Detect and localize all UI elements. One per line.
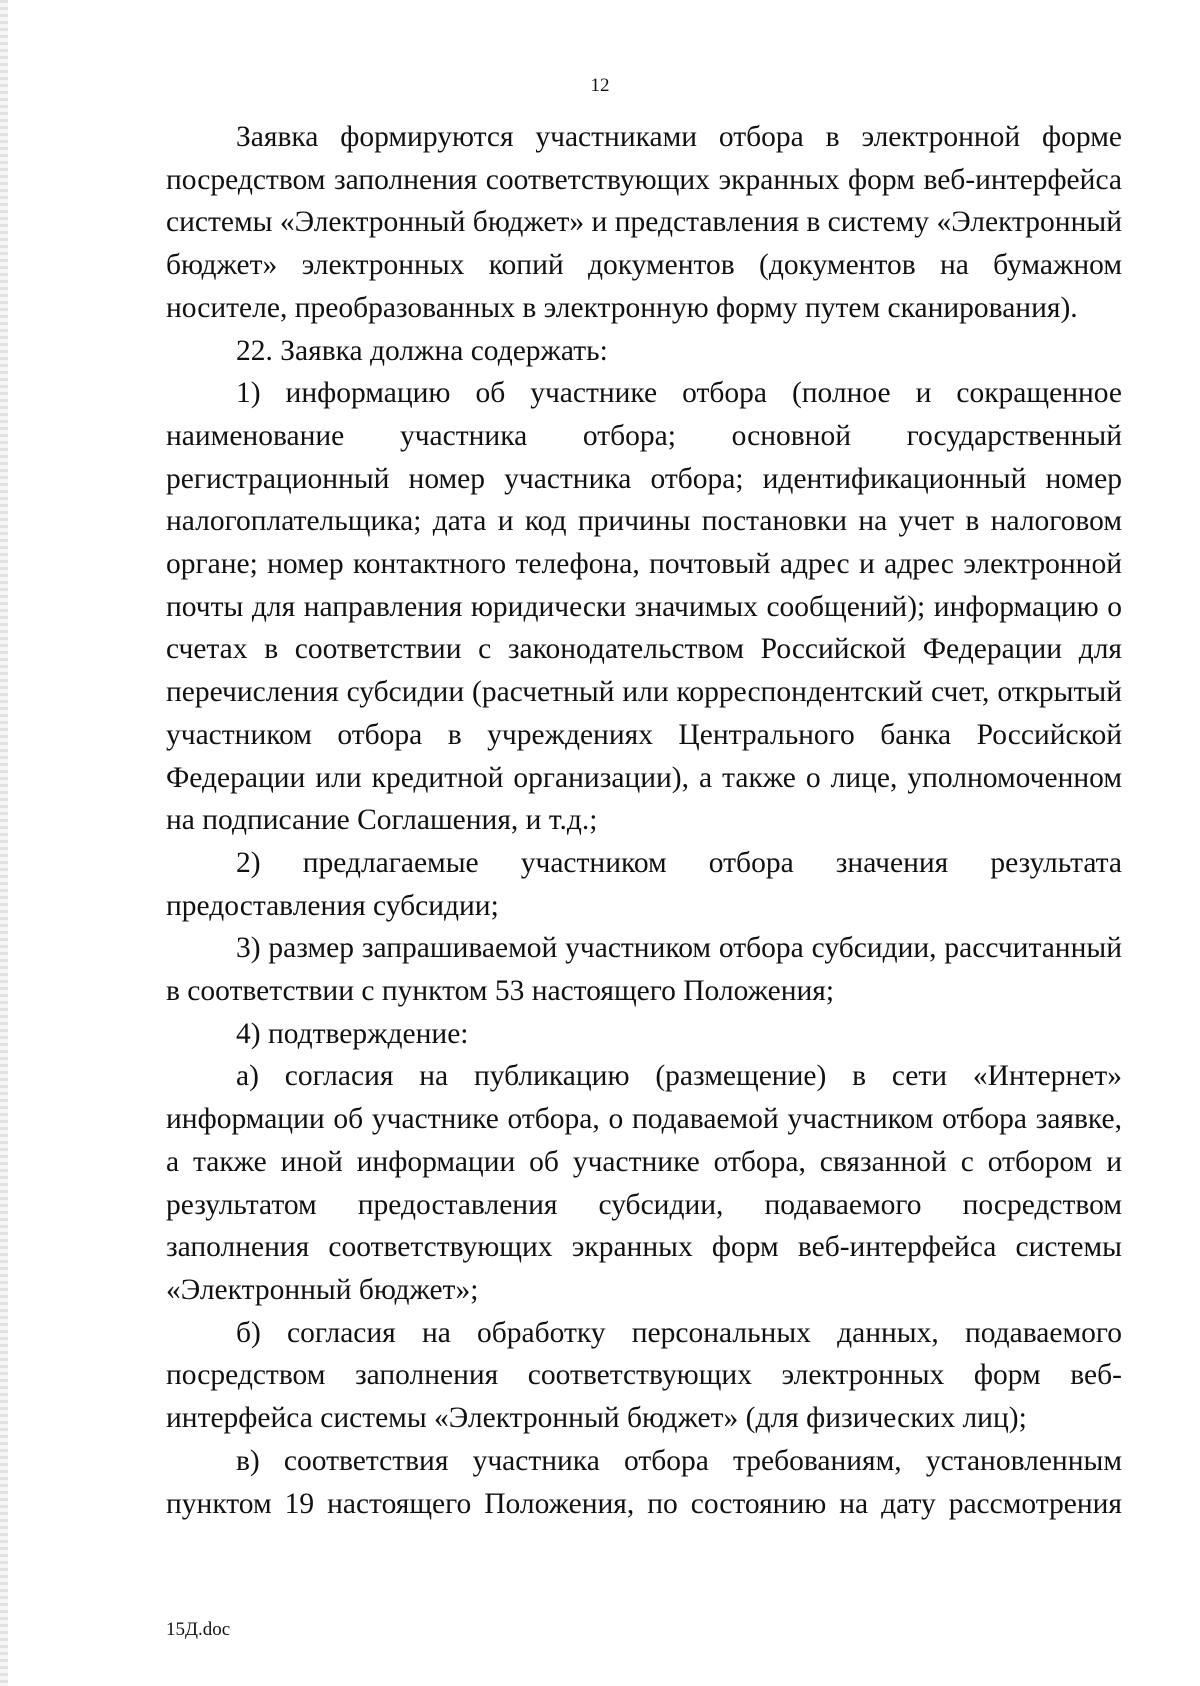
footer-filename: 15Д.doc	[166, 1619, 231, 1640]
paragraph-application-form: Заявка формируются участниками отбора в электронной форме посредством заполнения соответствующих экранных форм веб-интерфейса системы «Электронный бюджет» и представления в систему «Электронный бюджет» электронных копий документов (документов на бумажном носителе, преобразованных в электронную форму путем сканирования).	[166, 121, 1122, 324]
page-number: 12	[590, 75, 610, 96]
paragraph-item-4a: а) согласия на публикацию (размещение) в сети «Интернет» информации об участнике отбора, о подаваемой участником отбора заявке, а также иной информации об участнике отбора, связанной с отбором и результатом предоставления субсидии, подаваемого посредством заполнения соответствующих экранных форм веб-интерфейса системы «Электронный бюджет»;	[166, 1060, 1122, 1306]
paragraph-22-heading: 22. Заявка должна содержать:	[236, 334, 608, 367]
paragraph-item-4b: б) согласия на обработку персональных данных, подаваемого посредством заполнения соответствующих электронных форм веб-интерфейса системы «Электронный бюджет» (для физических лиц);	[166, 1316, 1122, 1435]
scan-edge	[0, 0, 8, 1686]
paragraph-item-4: 4) подтверждение:	[236, 1017, 469, 1050]
paragraph-item-1: 1) информацию об участнике отбора (полное и сокращенное наименование участника отбора; основной государственный регистрационный номер участника отбора; идентификационный номер налогоплательщика; дата и код причины постановки на учет в налоговом органе; номер контактного телефона, почтовый адрес и адрес электронной почты для направления юридически значимых сообщений); информацию о счетах в соответствии с законодательством Российской Федерации для перечисления субсидии (расчетный или корреспондентский счет, открытый участником отбора в учреждениях Центрального банка Российской Федерации или кредитной организации), а также о лице, уполномоченном на подписание Соглашения, и т.д.;	[166, 377, 1122, 837]
paragraph-item-4v: в) соответствия участника отбора требованиям, установленным пунктом 19 настоящего Положения, по состоянию на дату рассмотрения	[166, 1444, 1122, 1520]
document-body	[166, 116, 1122, 1525]
paragraph-item-3: 3) размер запрашиваемой участником отбора субсидии, рассчитанный в соответствии с пунктом 53 настоящего Положения;	[166, 932, 1122, 1008]
paragraph-item-2: 2) предлагаемые участником отбора значения результата предоставления субсидии;	[166, 846, 1122, 922]
